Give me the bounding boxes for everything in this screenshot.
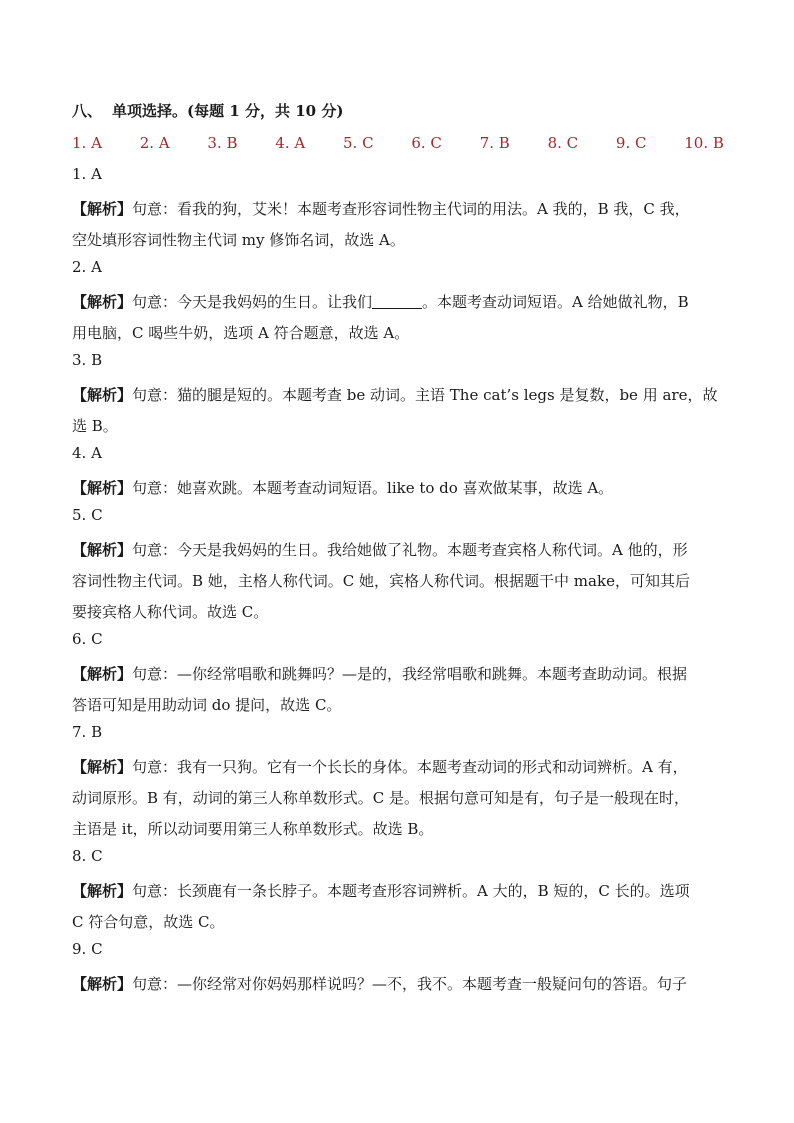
analysis-text: 【解析】句意：—你经常对你妈妈那样说吗？—不，我不。本题考查一般疑问句的答语。句子 xyxy=(72,975,688,993)
answer-key-item: 10. B xyxy=(684,134,724,152)
answer-key-item: 2. A xyxy=(139,134,170,152)
fill-in-blank xyxy=(372,292,422,309)
item-number: 1. A xyxy=(72,165,102,183)
answer-section xyxy=(72,100,724,1000)
analysis-item-5 xyxy=(72,504,724,628)
item-number: 5. C xyxy=(72,506,103,524)
analysis-label: 【解析】 xyxy=(72,665,133,683)
analysis-label: 【解析】 xyxy=(72,200,133,218)
analysis-item-4 xyxy=(72,442,724,504)
item-number: 4. A xyxy=(72,444,102,462)
answer-key-row xyxy=(72,132,724,163)
analysis-text: 【解析】句意：我有一只狗。它有一个长长的身体。本题考查动词的形式和动词辨析。A 有， 动词原形。B 有，动词的第三人称单数形式。C 是。根据句意可知是有，句子是一般现在时， 主语是 it，所以动词要用第三人称单数形式。故选 B。 xyxy=(72,758,690,838)
analysis-text: 【解析】句意：今天是我妈妈的生日。让我们 。本题考查动词短语。A 给她做礼物，B 用电脑，C 喝些牛奶，选项 A 符合题意，故选 A。 xyxy=(72,293,689,342)
answer-key-item: 3. B xyxy=(207,134,238,152)
analysis-text: 【解析】句意：—你经常唱歌和跳舞吗？—是的，我经常唱歌和跳舞。本题考查助动词。根据 答语可知是用助动词 do 提问，故选 C。 xyxy=(72,665,688,714)
answer-key-item: 5. C xyxy=(343,134,374,152)
item-number: 7. B xyxy=(72,723,103,741)
item-number: 6. C xyxy=(72,630,103,648)
analysis-label: 【解析】 xyxy=(72,882,133,900)
analysis-text: 【解析】句意：长颈鹿有一条长脖子。本题考查形容词辨析。A 大的，B 短的，C 长的。选项 C 符合句意，故选 C。 xyxy=(72,882,690,931)
analysis-item-6 xyxy=(72,628,724,721)
analysis-text: 【解析】句意：今天是我妈妈的生日。我给她做了礼物。本题考查宾格人称代词。A 他的，形 容词性物主代词。B 她，主格人称代词。C 她，宾格人称代词。根据题干中 make，可知其后 要接宾格人称代词。故选 C。 xyxy=(72,541,690,621)
analysis-item-8 xyxy=(72,845,724,938)
analysis-label: 【解析】 xyxy=(72,541,133,559)
analysis-item-3 xyxy=(72,349,724,442)
analysis-item-1 xyxy=(72,163,724,256)
analysis-item-2 xyxy=(72,256,724,349)
item-number: 3. B xyxy=(72,351,103,369)
item-number: 9. C xyxy=(72,940,103,958)
answer-key-item: 8. C xyxy=(547,134,579,152)
section-number: 八、 xyxy=(72,102,103,120)
analysis-label: 【解析】 xyxy=(72,479,133,497)
answer-key-item: 1. A xyxy=(72,134,102,152)
answer-key-item: 4. A xyxy=(275,134,306,152)
analysis-label: 【解析】 xyxy=(72,293,133,311)
analysis-item-7 xyxy=(72,721,724,845)
analysis-text: 【解析】句意：看我的狗，艾米！本题考查形容词性物主代词的用法。A 我的，B 我，C 我， 空处填形容词性物主代词 my 修饰名词，故选 A。 xyxy=(72,200,690,249)
analysis-label: 【解析】 xyxy=(72,975,133,993)
analysis-text: 【解析】句意：她喜欢跳。本题考查动词短语。like to do 喜欢做某事，故选 A。 xyxy=(72,479,614,497)
item-number: 2. A xyxy=(72,258,102,276)
analysis-label: 【解析】 xyxy=(72,758,133,776)
section-heading xyxy=(72,100,724,126)
analysis-text: 【解析】句意：猫的腿是短的。本题考查 be 动词。主语 The cat’s legs 是复数，be 用 are，故 选 B。 xyxy=(72,386,718,435)
answer-key-item: 7. B xyxy=(479,134,510,152)
analysis-item-9 xyxy=(72,938,724,1000)
item-number: 8. C xyxy=(72,847,103,865)
analysis-label: 【解析】 xyxy=(72,386,133,404)
answer-key-item: 9. C xyxy=(615,134,647,152)
answer-key-item: 6. C xyxy=(411,134,442,152)
section-title: 单项选择。(每题 1 分，共 10 分) xyxy=(112,102,344,120)
